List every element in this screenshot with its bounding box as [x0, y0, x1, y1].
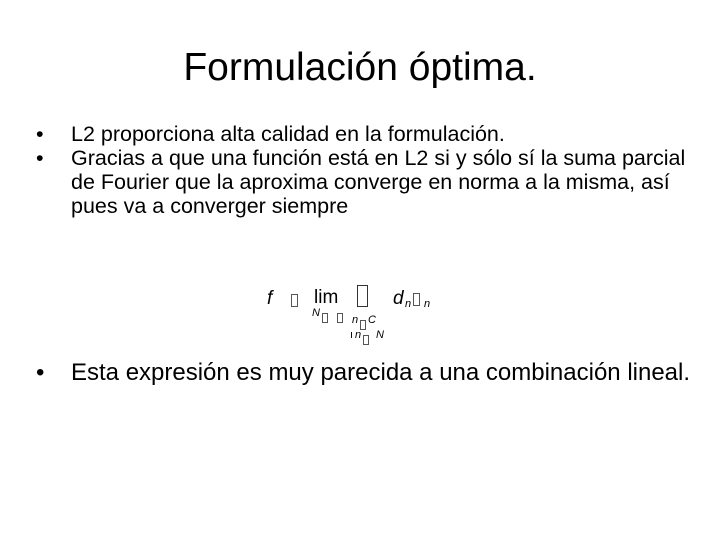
formula-sum-sub-2-right: N: [376, 329, 384, 341]
formula-lim: lim: [314, 287, 339, 308]
formula-sum-sub-1-left: n: [352, 314, 359, 326]
formula-sum-sub-2-glyph: [363, 331, 369, 349]
formula-lim-arrow-glyph: [322, 309, 328, 327]
bullet-text: Esta expresión es muy parecida a una combinación lineal.: [71, 359, 691, 386]
bullet-item: [36, 122, 696, 146]
formula-lim-sub: N: [312, 307, 320, 319]
bullet-text: Gracias a que una función está en L2 si y sólo sí la suma parcial de Fourier que la aproxima converge en norma a la misma, así pues va a converger siempre: [71, 146, 686, 218]
formula-phi-sub: n: [424, 298, 431, 310]
bullet-item: [36, 359, 696, 387]
formula-lim-infinity-glyph: [337, 309, 343, 327]
formula-phi-glyph: [413, 291, 420, 309]
bullet-marker: •: [36, 122, 44, 146]
bullet-text: L2 proporciona alta calidad en la formulación.: [71, 122, 505, 146]
bullet-list-bottom: [36, 359, 696, 387]
formula-d-sub: n: [405, 298, 412, 310]
formula-sum-sub-2-left: n: [355, 329, 362, 341]
formula-f: f: [267, 288, 273, 309]
bullet-marker: •: [36, 359, 45, 386]
bullet-marker: •: [36, 146, 44, 170]
bullet-item: [36, 146, 696, 218]
formula-sum-glyph: [357, 285, 368, 312]
formula-sum-sub-1-right: C: [368, 314, 376, 326]
formula-d: d: [393, 288, 404, 309]
slide-title: Formulación óptima.: [183, 46, 537, 89]
formula: [262, 280, 462, 350]
formula-equals-glyph: [291, 292, 298, 310]
bullet-list: [36, 122, 696, 218]
formula-sum-sub-2-prefix: ı: [350, 329, 354, 341]
